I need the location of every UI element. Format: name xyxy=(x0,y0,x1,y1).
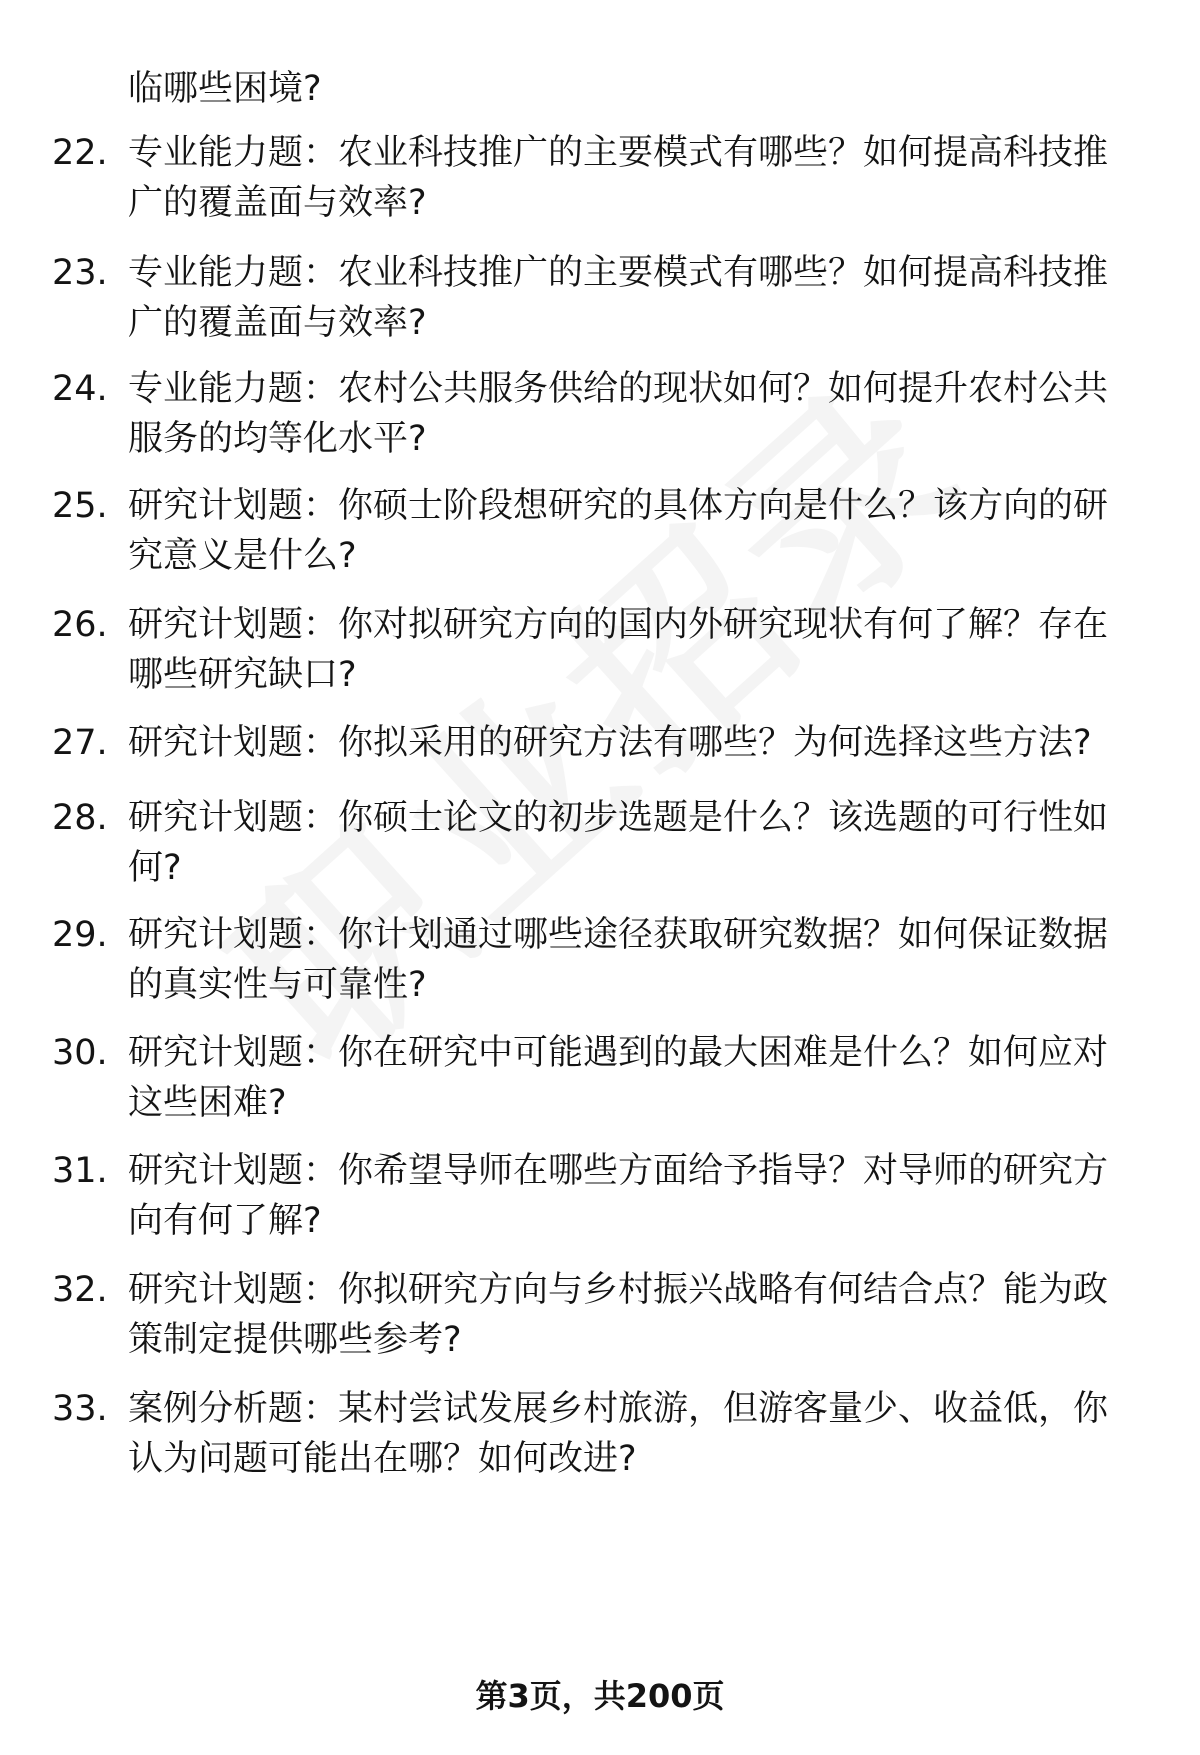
question-number: 28. xyxy=(52,798,108,838)
question-number: 31. xyxy=(52,1151,108,1191)
question-text: 研究计划题：你硕士论文的初步选题是什么？该选题的可行性如何? xyxy=(128,798,1109,888)
question-text: 研究计划题：你对拟研究方向的国内外研究现状有何了解？存在哪些研究缺口? xyxy=(128,605,1109,695)
question-text: 研究计划题：你硕士阶段想研究的具体方向是什么？该方向的研究意义是什么? xyxy=(128,486,1109,576)
question-text: 研究计划题：你拟采用的研究方法有哪些？为何选择这些方法? xyxy=(128,723,1092,763)
page-footer: 第3页，共200页 xyxy=(475,1677,725,1715)
question-number: 27. xyxy=(52,723,108,763)
question-number: 25. xyxy=(52,486,108,526)
continuation-text: 临哪些困境? xyxy=(128,69,322,109)
question-number: 22. xyxy=(52,133,108,173)
question-number: 24. xyxy=(52,369,108,409)
question-number: 26. xyxy=(52,605,108,645)
question-text: 专业能力题：农业科技推广的主要模式有哪些？如何提高科技推广的覆盖面与效率? xyxy=(128,133,1109,223)
question-text: 案例分析题：某村尝试发展乡村旅游，但游客量少、收益低，你认为问题可能出在哪？如何改进? xyxy=(128,1389,1109,1479)
question-text: 研究计划题：你拟研究方向与乡村振兴战略有何结合点？能为政策制定提供哪些参考? xyxy=(128,1270,1109,1360)
question-number: 30. xyxy=(52,1033,108,1073)
question-number: 23. xyxy=(52,253,108,293)
question-text: 研究计划题：你希望导师在哪些方面给予指导？对导师的研究方向有何了解? xyxy=(128,1151,1109,1241)
question-text: 研究计划题：你计划通过哪些途径获取研究数据？如何保证数据的真实性与可靠性? xyxy=(128,915,1109,1005)
question-text: 专业能力题：农业科技推广的主要模式有哪些？如何提高科技推广的覆盖面与效率? xyxy=(128,253,1109,343)
question-text: 专业能力题：农村公共服务供给的现状如何？如何提升农村公共服务的均等化水平? xyxy=(128,369,1109,459)
question-number: 32. xyxy=(52,1270,108,1310)
question-text: 研究计划题：你在研究中可能遇到的最大困难是什么？如何应对这些困难? xyxy=(128,1033,1109,1123)
question-number: 33. xyxy=(52,1389,108,1429)
question-number: 29. xyxy=(52,915,108,955)
